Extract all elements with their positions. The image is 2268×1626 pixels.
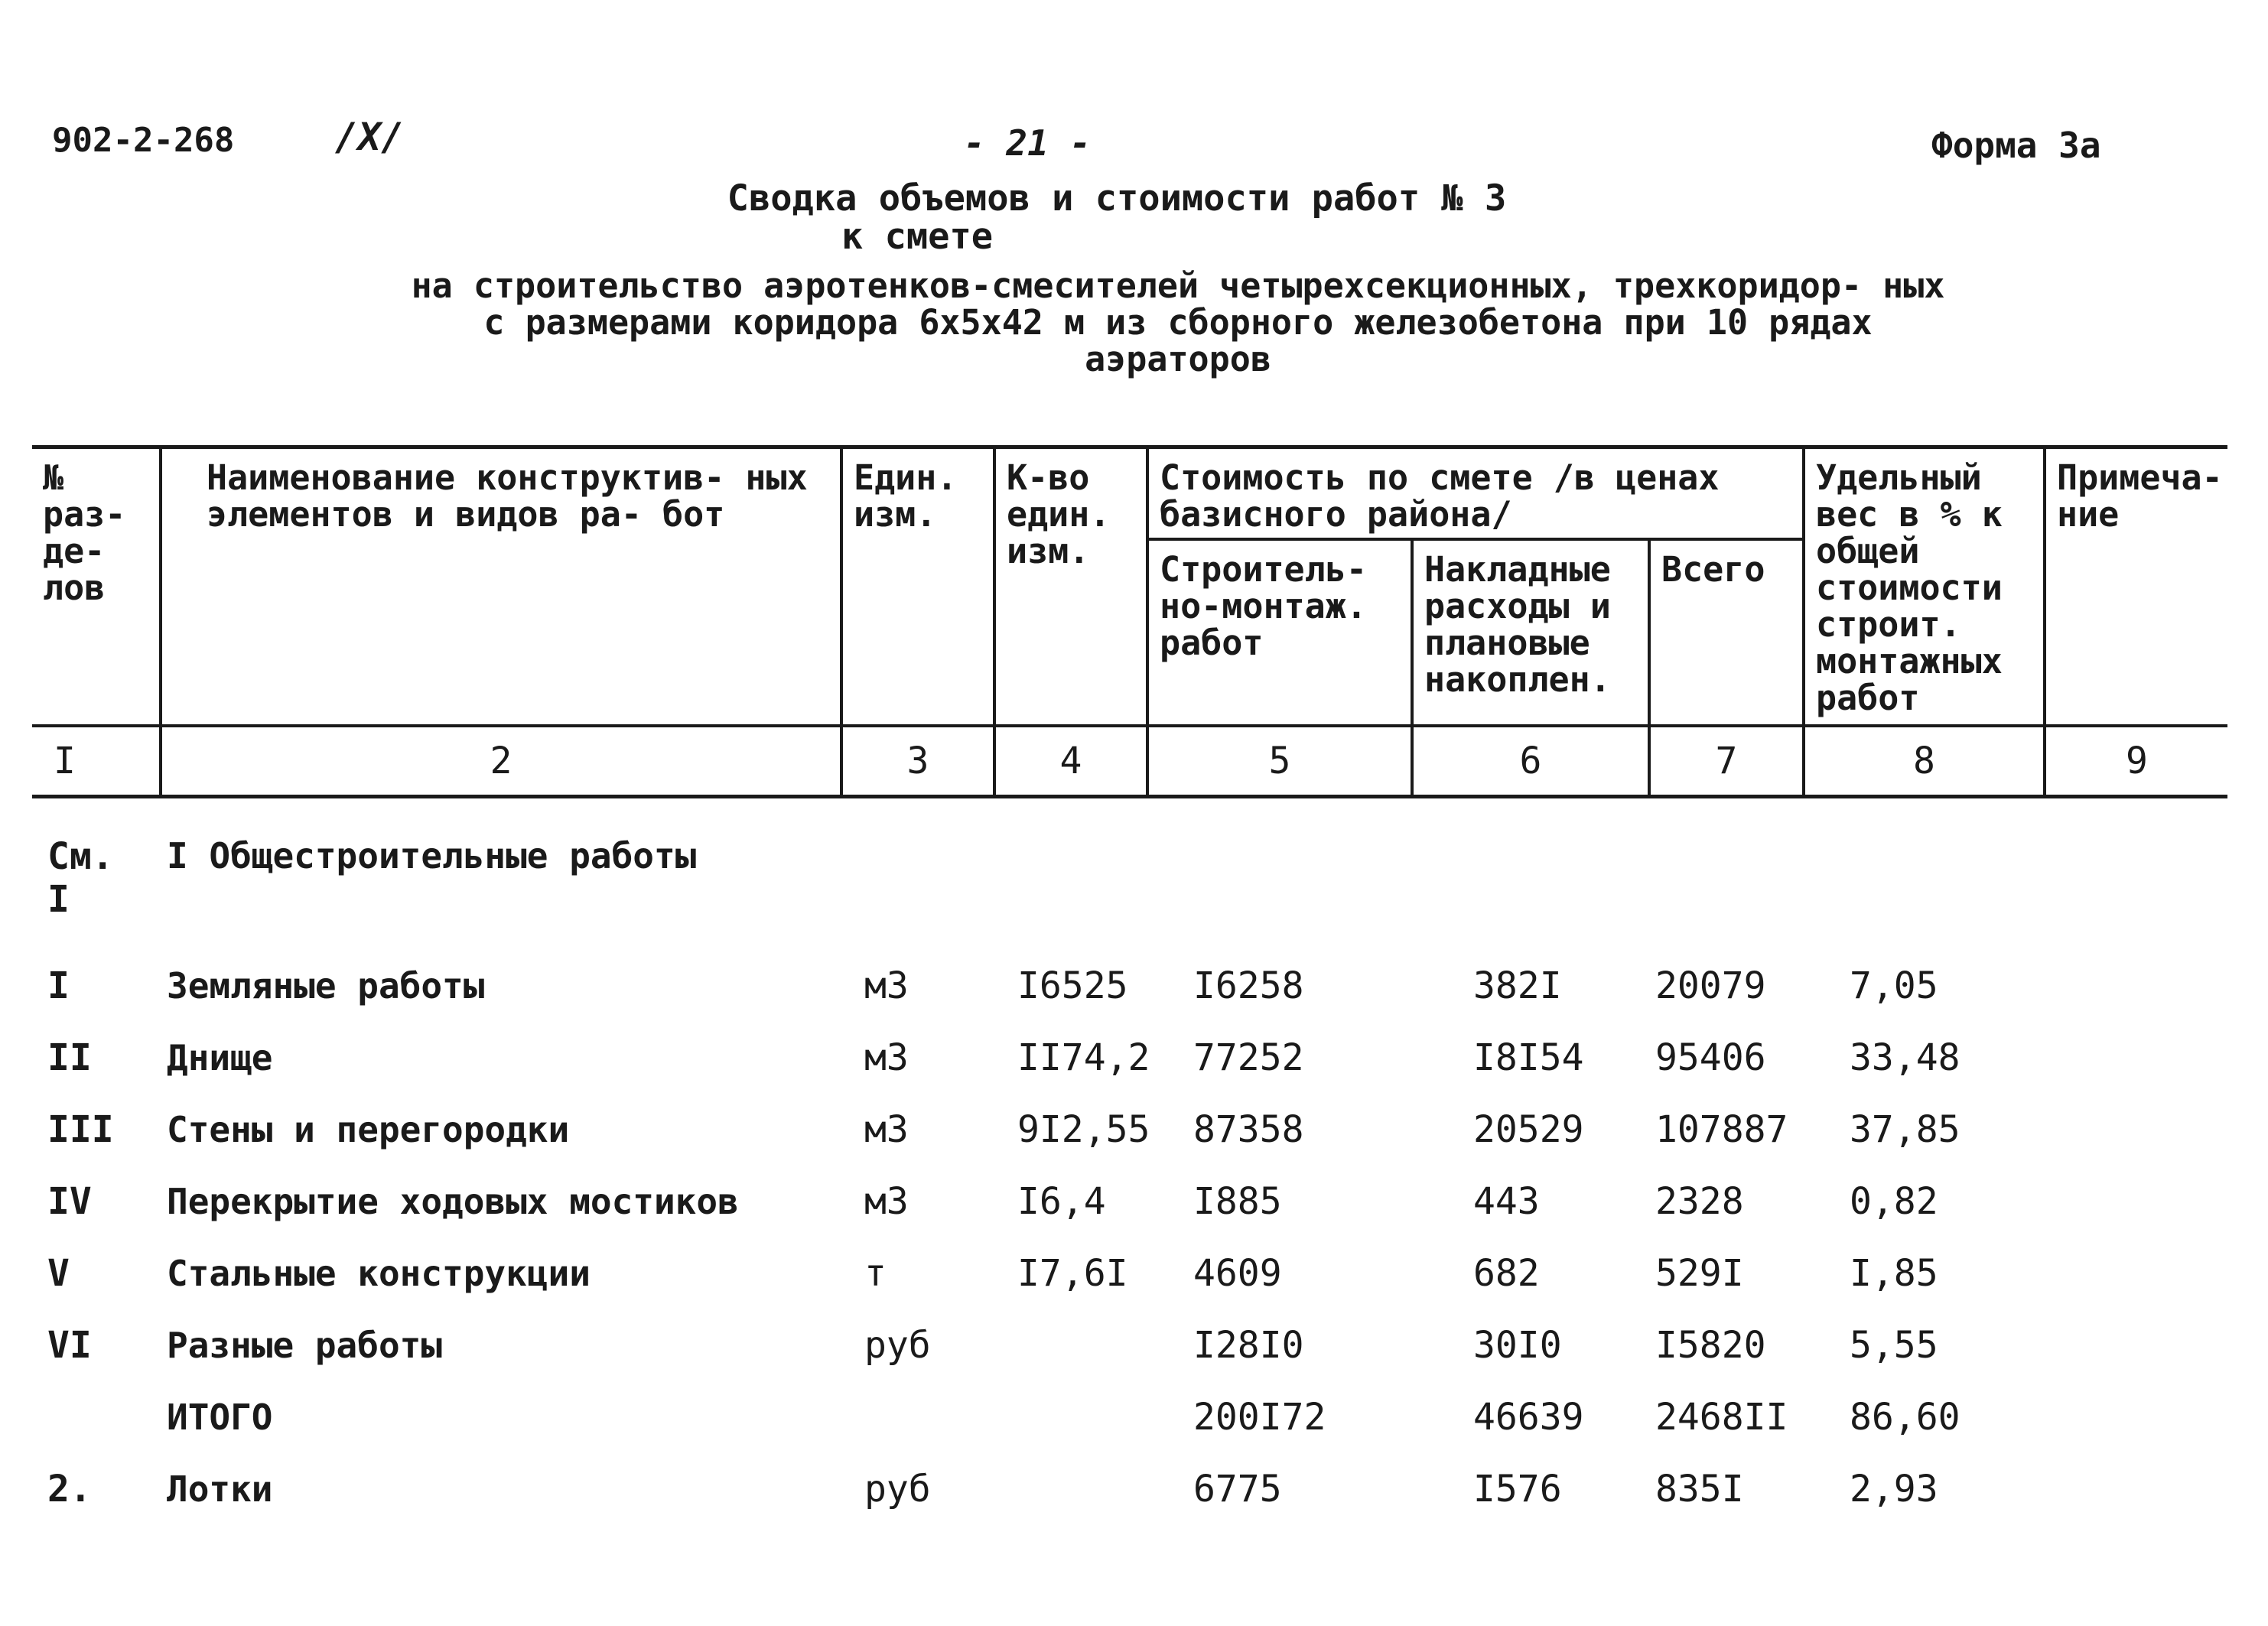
row-code: 2. (47, 1468, 92, 1511)
row-note (2045, 1309, 2227, 1381)
row-total: 20079 (1655, 964, 1766, 1007)
row-overhead: 30I0 (1473, 1324, 1562, 1367)
table-row (32, 1381, 2227, 1453)
row-total: 835I (1655, 1468, 1744, 1511)
row-name: Перекрытие ходовых мостиков (167, 1181, 739, 1222)
form-label: Форма За (1931, 125, 2101, 166)
table-row (32, 1453, 2227, 1525)
row-name: Стальные конструкции (167, 1253, 591, 1294)
row-name: Земляные работы (167, 965, 485, 1006)
row-code (32, 1381, 161, 1453)
row-code: III (47, 1108, 114, 1151)
row-code: II (47, 1036, 92, 1079)
column-number: 2 (161, 726, 841, 797)
row-unit: м3 (864, 1180, 909, 1223)
page-number: - 21 - (964, 122, 1092, 164)
header-construction-cost: Строитель- но-монтаж. работ (1147, 539, 1412, 726)
row-code: V (47, 1252, 70, 1295)
row-note (2045, 1381, 2227, 1453)
row-name: Разные работы (167, 1325, 443, 1366)
row-total: 529I (1655, 1252, 1744, 1295)
row-code: VI (47, 1324, 92, 1367)
row-total: 2328 (1655, 1180, 1744, 1223)
row-construction-cost: 4609 (1193, 1252, 1282, 1295)
row-share: 86,60 (1850, 1396, 1961, 1439)
row-note (2045, 1094, 2227, 1166)
row-construction-cost: 200I72 (1193, 1396, 1326, 1439)
header-overhead: Накладные расходы и плановые накоплен. (1412, 539, 1649, 726)
cost-summary-table (32, 445, 2227, 1525)
row-quantity: II74,2 (1017, 1036, 1150, 1079)
row-code: I (47, 964, 70, 1007)
row-total: I5820 (1655, 1324, 1766, 1367)
column-number: 3 (841, 726, 994, 797)
row-overhead: 382I (1473, 964, 1562, 1007)
column-number: 9 (2045, 726, 2227, 797)
document-subtitle: на строительство аэротенков-смесителей четырехсекционных, трехкоридор- ных с размерами коридора 6х5х42 м из сборного железобетона при 10 рядах аэраторов (411, 265, 1945, 379)
header-share: Удельный вес в % к общей стоимости строит. монтажных работ (1804, 447, 2045, 727)
row-overhead: I576 (1473, 1468, 1562, 1511)
row-share: I,85 (1850, 1252, 1938, 1295)
row-unit: м3 (864, 964, 909, 1007)
row-unit: м3 (864, 1108, 909, 1151)
row-quantity (994, 1453, 1147, 1525)
column-number: 6 (1412, 726, 1649, 797)
row-share: 37,85 (1850, 1108, 1961, 1151)
row-unit: руб (864, 1324, 931, 1367)
row-overhead: 46639 (1473, 1396, 1584, 1439)
row-share: 0,82 (1850, 1180, 1938, 1223)
row-construction-cost: I28I0 (1193, 1324, 1304, 1367)
column-number: I (32, 726, 161, 797)
header-quantity: К-во един. изм. (994, 447, 1147, 727)
row-share: 7,05 (1850, 964, 1938, 1007)
row-name: ИТОГО (167, 1397, 273, 1438)
section-row (32, 797, 2227, 951)
row-overhead: I8I54 (1473, 1036, 1584, 1079)
row-construction-cost: 87358 (1193, 1108, 1304, 1151)
sheet-mark: /X/ (335, 115, 405, 159)
table-row (32, 1237, 2227, 1309)
column-number: 4 (994, 726, 1147, 797)
row-unit (841, 1381, 994, 1453)
row-total: 107887 (1655, 1108, 1788, 1151)
document-title: Сводка объемов и стоимости работ № 3 (727, 177, 1507, 220)
table-row (32, 1309, 2227, 1381)
table-row (32, 1094, 2227, 1166)
header-section-number: № раз- де- лов (32, 447, 161, 727)
section-title: I Общестроительные работы (167, 835, 697, 876)
row-overhead: 443 (1473, 1180, 1540, 1223)
row-quantity: I6,4 (1017, 1180, 1106, 1223)
row-code: IV (47, 1180, 92, 1223)
row-name: Днище (167, 1037, 273, 1078)
table-row (32, 1166, 2227, 1237)
header-unit: Един. изм. (841, 447, 994, 727)
row-total: 95406 (1655, 1036, 1766, 1079)
row-share: 2,93 (1850, 1468, 1938, 1511)
row-unit: руб (864, 1468, 931, 1511)
row-total: 2468II (1655, 1396, 1788, 1439)
header-note: Примеча- ние (2045, 447, 2227, 727)
header-cost-group: Стоимость по смете /в ценах базисного района/ (1147, 447, 1804, 540)
row-share: 5,55 (1850, 1324, 1938, 1367)
row-construction-cost: I885 (1193, 1180, 1282, 1223)
row-construction-cost: 6775 (1193, 1468, 1282, 1511)
column-number: 7 (1649, 726, 1804, 797)
row-construction-cost: I6258 (1193, 964, 1304, 1007)
header-element-name: Наименование конструктив- ных элементов и видов ра- бот (161, 447, 841, 727)
row-quantity: I7,6I (1017, 1252, 1128, 1295)
row-name: Лотки (167, 1468, 273, 1510)
table-row (32, 1022, 2227, 1094)
row-construction-cost: 77252 (1193, 1036, 1304, 1079)
column-numbers-row (32, 726, 2227, 797)
row-quantity (994, 1309, 1147, 1381)
row-note (2045, 1166, 2227, 1237)
document-code: 902-2-268 (52, 121, 235, 160)
row-note (2045, 1022, 2227, 1094)
row-overhead: 20529 (1473, 1108, 1584, 1151)
row-note (2045, 1453, 2227, 1525)
table-row (32, 950, 2227, 1022)
row-name: Стены и перегородки (167, 1109, 570, 1150)
column-number: 5 (1147, 726, 1412, 797)
row-quantity (994, 1381, 1147, 1453)
row-unit: т (864, 1252, 887, 1295)
header-total: Всего (1649, 539, 1804, 726)
row-note (2045, 1237, 2227, 1309)
row-quantity: I6525 (1017, 964, 1128, 1007)
row-unit: м3 (864, 1036, 909, 1079)
document-title-line2: к смете (841, 216, 994, 258)
row-share: 33,48 (1850, 1036, 1961, 1079)
row-overhead: 682 (1473, 1252, 1540, 1295)
row-quantity: 9I2,55 (1017, 1108, 1150, 1151)
section-code: См. I (47, 835, 114, 921)
row-note (2045, 950, 2227, 1022)
column-number: 8 (1804, 726, 2045, 797)
